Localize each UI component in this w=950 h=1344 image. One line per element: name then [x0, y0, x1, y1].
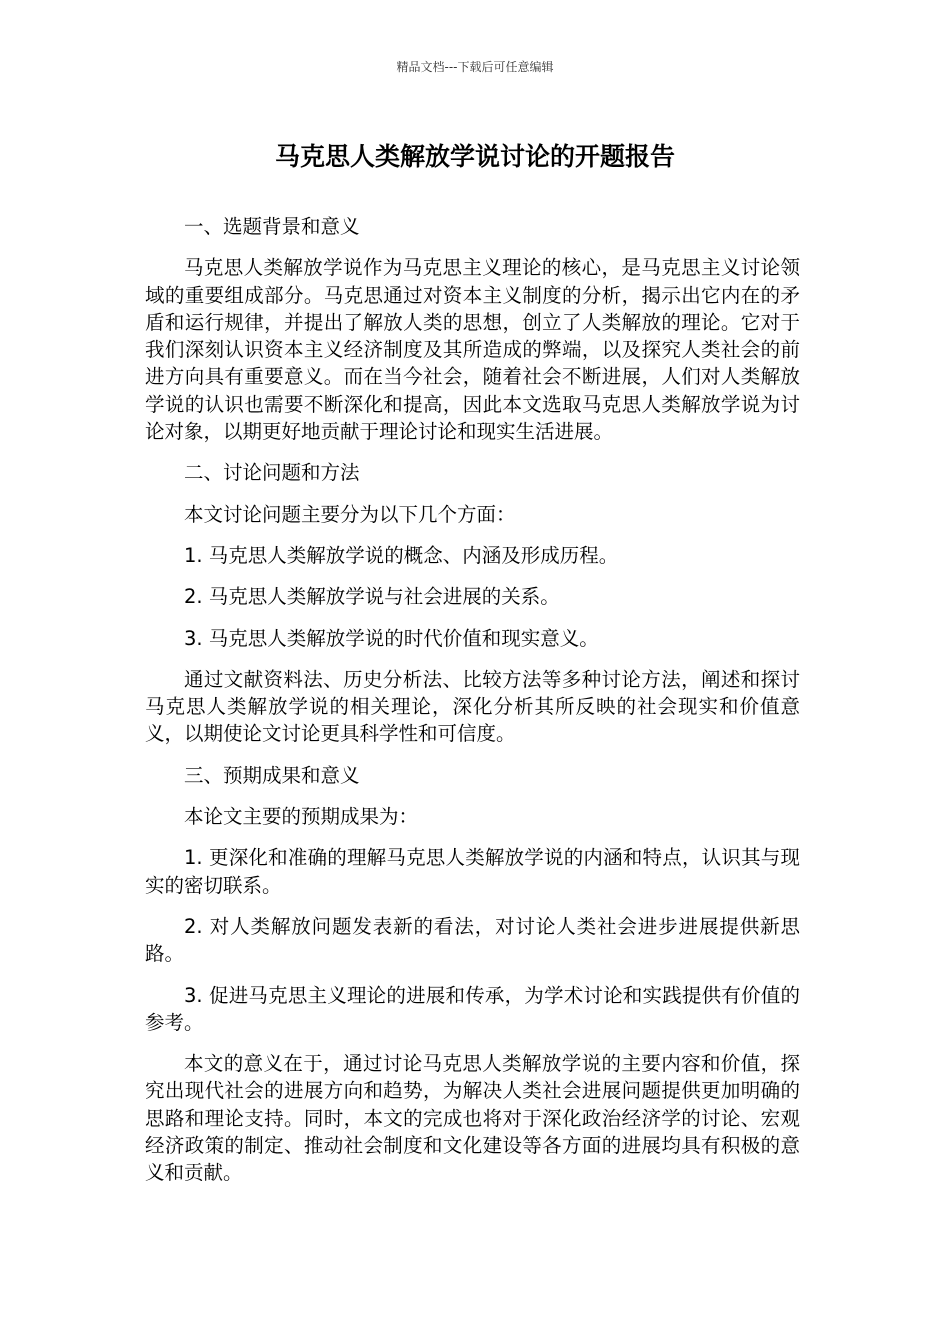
- paragraph-methods-intro: 本文讨论问题主要分为以下几个方面：: [184, 502, 516, 526]
- paragraph-significance: 本文的意义在于，通过讨论马克思人类解放学说的主要内容和价值，探究出现代社会的进展方向和趋势，为解决人类社会进展问题提供更加明确的思路和理论支持。同时，本文的完成也将对于深化政治经济学的讨论、宏观经济政策的制定、推动社会制度和文化建设等各方面的进展均具有积极的意义和贡献。: [145, 1052, 800, 1185]
- paragraph-outcomes-intro: 本论文主要的预期成果为：: [184, 805, 419, 829]
- paragraph-background: 马克思人类解放学说作为马克思主义理论的核心，是马克思主义讨论领域的重要组成部分。马克思通过对资本主义制度的分析，揭示出它内在的矛盾和运行规律，并提出了解放人类的思想，创立了人类解放的理论。它对于我们深刻认识资本主义经济制度及其所造成的弊端，以及探究人类社会的前进方向具有重要意义。而在当今社会，随着社会不断进展，人们对人类解放学说的认识也需要不断深化和提高，因此本文选取马克思人类解放学说为讨论对象，以期更好地贡献于理论讨论和现实生活进展。: [145, 256, 800, 444]
- list-item-outcome-3: 3. 促进马克思主义理论的进展和传承，为学术讨论和实践提供有价值的参考。: [145, 983, 800, 1034]
- list-item-outcome-1: 1. 更深化和准确的理解马克思人类解放学说的内涵和特点，认识其与现实的密切联系。: [145, 846, 800, 897]
- section-heading-background: 一、选题背景和意义: [184, 215, 360, 238]
- list-item-outcome-2: 2. 对人类解放问题发表新的看法，对讨论人类社会进步进展提供新思路。: [145, 914, 800, 966]
- document-title: 马克思人类解放学说讨论的开题报告: [274, 142, 675, 171]
- list-item-method-1: 1. 马克思人类解放学说的概念、内涵及形成历程。: [184, 543, 619, 567]
- section-heading-methods: 二、讨论问题和方法: [184, 461, 360, 485]
- paragraph-methods-detail: 通过文献资料法、历史分析法、比较方法等多种讨论方法，阐述和探讨马克思人类解放学说的相关理论，深化分析其所反映的社会现实和价值意义，以期使论文讨论更具科学性和可信度。: [145, 667, 800, 746]
- page-header: 精品文档---下载后可任意编辑: [396, 60, 554, 74]
- list-item-method-3: 3. 马克思人类解放学说的时代价值和现实意义。: [184, 626, 599, 650]
- section-heading-outcomes: 三、预期成果和意义: [184, 763, 360, 787]
- document-body: [145, 213, 800, 1201]
- list-item-method-2: 2. 马克思人类解放学说与社会进展的关系。: [184, 585, 560, 609]
